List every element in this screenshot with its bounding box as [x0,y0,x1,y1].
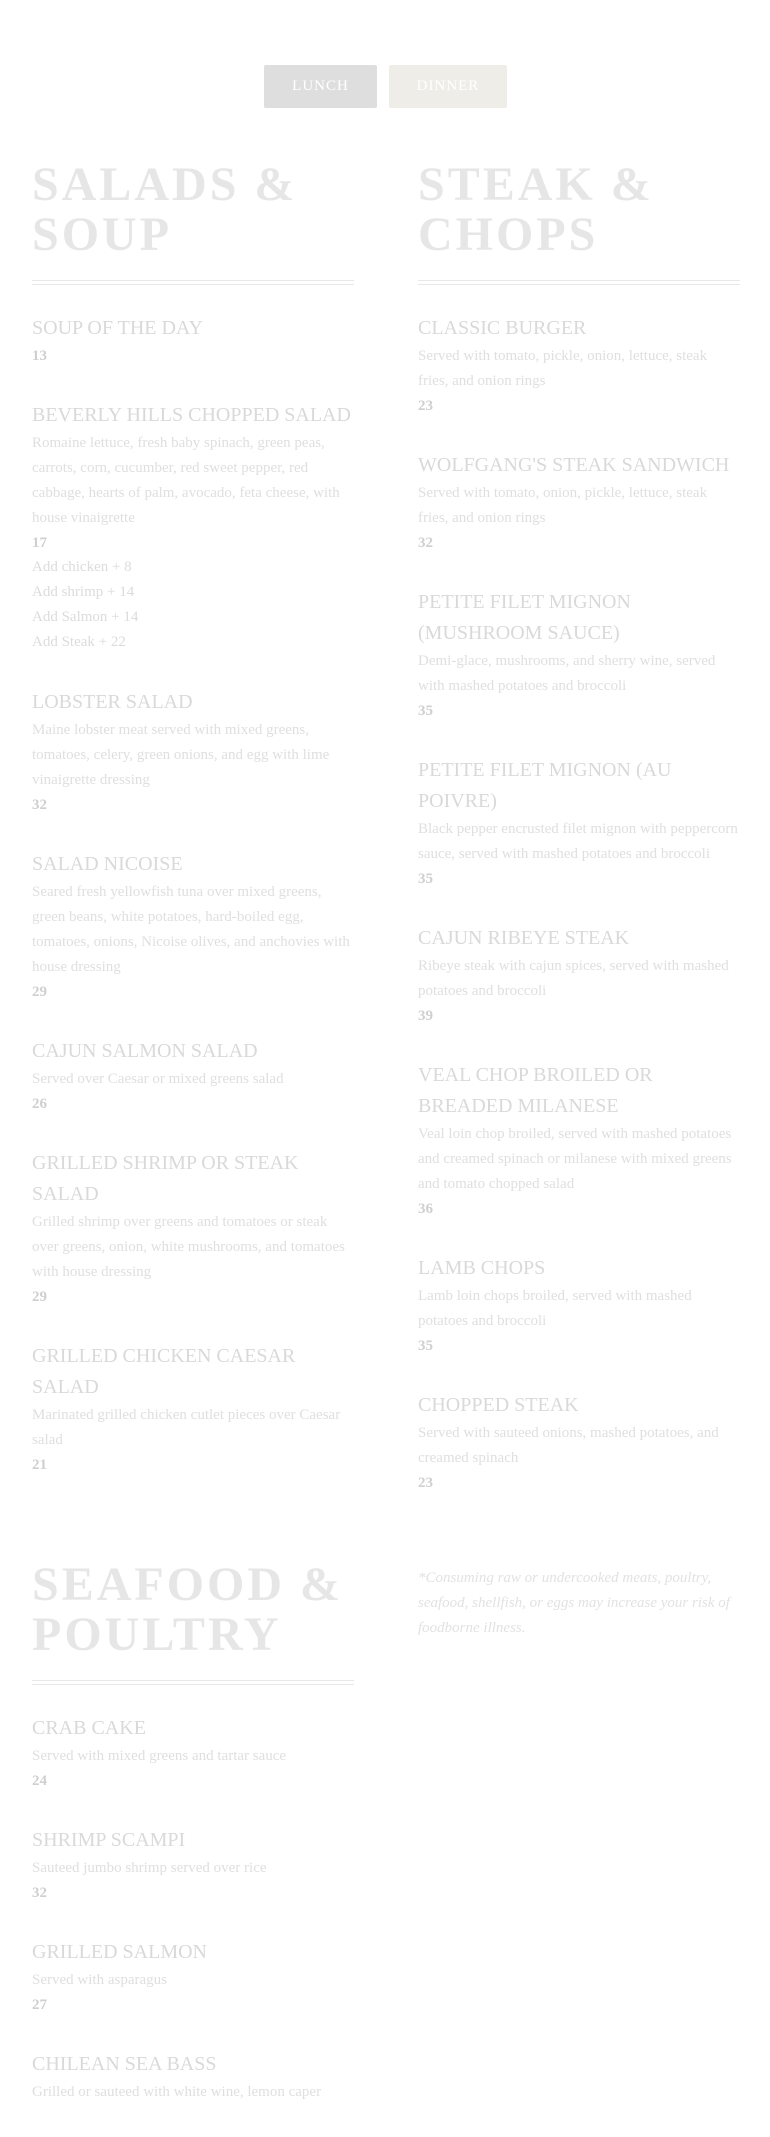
item-description: Sauteed jumbo shrimp served over rice [32,1860,267,1876]
menu-tabs [0,65,770,108]
menu-item [32,1148,354,1309]
menu-item [418,450,740,555]
title-line-2: POULTRY [32,1608,282,1661]
item-price: 32 [418,535,433,551]
item-price: 35 [418,1338,433,1354]
item-price: 24 [32,1773,47,1789]
menu-item [32,2049,354,2105]
item-price: 23 [418,1475,433,1491]
item-price: 29 [32,1289,47,1305]
section-seafood-poultry [32,1560,354,2137]
item-description: Seared fresh yellowfish tuna over mixed greens, green beans, white potatoes, hard-boiled egg, tomatoes, onions, Nicoise olives, and anchovies with house dressing [32,884,350,975]
item-description: Lamb loin chops broiled, served with mashed potatoes and broccoli [418,1288,692,1329]
section-salads-soup [32,160,354,1509]
item-description: Served with mixed greens and tartar sauce [32,1748,287,1764]
section-divider [32,280,354,285]
title-line-1: SALADS & [32,158,298,211]
title-line-2: CHOPS [418,208,599,261]
menu-item [32,1937,354,2017]
menu-item [32,1713,354,1793]
section-divider [32,1680,354,1685]
section-title [32,1560,354,1660]
item-price: 27 [32,1997,47,2013]
item-description: Black pepper encrusted filet mignon with peppercorn sauce, served with mashed potatoes and broccoli [418,821,738,862]
menu-item [418,755,740,891]
item-description: Served with tomato, pickle, onion, lettuce, steak fries, and onion rings [418,348,708,389]
item-description: Marinated grilled chicken cutlet pieces over Caesar salad [32,1407,341,1448]
item-description: Veal loin chop broiled, served with mashed potatoes and creamed spinach or milanese with mixed greens and tomato chopped salad [418,1126,732,1192]
menu-item [418,1390,740,1495]
menu-item [32,313,354,368]
item-description: Grilled or sauteed with white wine, lemon caper [32,2084,322,2100]
item-name: CAJUN RIBEYE STEAK [418,927,630,949]
section-title [32,160,354,260]
menu-item [418,923,740,1028]
menu-item [32,1341,354,1477]
item-price: 17 [32,535,47,551]
item-name: LAMB CHOPS [418,1257,546,1279]
item-name: CLASSIC BURGER [418,317,587,339]
item-name: SHRIMP SCAMPI [32,1829,186,1851]
item-name: CHOPPED STEAK [418,1394,579,1416]
item-name: GRILLED SHRIMP OR STEAK SALAD [32,1152,299,1205]
menu-item [32,400,354,655]
menu-item [418,1253,740,1358]
item-price: 32 [32,1885,47,1901]
item-price: 36 [418,1201,433,1217]
item-description: Ribeye steak with cajun spices, served with mashed potatoes and broccoli [418,958,729,999]
menu-item [32,1036,354,1116]
menu-item [32,849,354,1004]
item-name: SOUP OF THE DAY [32,317,203,339]
item-name: WOLFGANG'S STEAK SANDWICH [418,454,730,476]
item-description: Grilled shrimp over greens and tomatoes or steak over greens, onion, white mushrooms, and tomatoes with house dressing [32,1214,345,1280]
item-price: 35 [418,871,433,887]
item-name: BEVERLY HILLS CHOPPED SALAD [32,404,351,426]
item-price: 21 [32,1457,47,1473]
item-name: GRILLED SALMON [32,1941,207,1963]
addon-steak: Add Steak + 22 [32,634,126,650]
tab-lunch[interactable]: LUNCH [264,65,377,108]
menu-item [32,1825,354,1905]
item-name: CAJUN SALMON SALAD [32,1040,258,1062]
title-line-1: STEAK & [418,158,654,211]
title-line-2: SOUP [32,208,173,261]
item-description: Served over Caesar or mixed greens salad [32,1071,284,1087]
menu-item [32,687,354,817]
item-name: VEAL CHOP BROILED OR BREADED MILANESE [418,1064,653,1117]
item-price: 35 [418,703,433,719]
addon-salmon: Add Salmon + 14 [32,609,139,625]
tab-dinner[interactable]: DINNER [389,65,507,108]
item-price: 23 [418,398,433,414]
item-description: Demi-glace, mushrooms, and sherry wine, served with mashed potatoes and broccoli [418,653,716,694]
item-name: PETITE FILET MIGNON (AU POIVRE) [418,759,672,812]
item-price: 26 [32,1096,47,1112]
addon-chicken: Add chicken + 8 [32,559,132,575]
item-price: 13 [32,348,47,364]
item-price: 39 [418,1008,433,1024]
section-divider [418,280,740,285]
item-description: Served with tomato, onion, pickle, lettuce, steak fries, and onion rings [418,485,708,526]
item-price: 32 [32,797,47,813]
item-name: GRILLED CHICKEN CAESAR SALAD [32,1345,296,1398]
item-name: LOBSTER SALAD [32,691,193,713]
title-line-1: SEAFOOD & [32,1558,344,1611]
menu-item [418,1060,740,1221]
section-title [418,160,740,260]
food-safety-note: *Consuming raw or undercooked meats, poultry, seafood, shellfish, or eggs may increase your risk of foodborne illness. [418,1570,730,1636]
item-name: PETITE FILET MIGNON (MUSHROOM SAUCE) [418,591,631,644]
item-description: Served with asparagus [32,1972,167,1988]
section-steak-chops [418,160,740,1527]
item-name: SALAD NICOISE [32,853,183,875]
addon-shrimp: Add shrimp + 14 [32,584,135,600]
item-description: Maine lobster meat served with mixed greens, tomatoes, celery, green onions, and egg with lime vinaigrette dressing [32,722,330,788]
item-name: CHILEAN SEA BASS [32,2053,217,2075]
item-description: Romaine lettuce, fresh baby spinach, green peas, carrots, corn, cucumber, red sweet pepper, red cabbage, hearts of palm, avocado, feta cheese, with house vinaigrette [32,435,340,526]
item-price: 29 [32,984,47,1000]
item-description: Served with sauteed onions, mashed potatoes, and creamed spinach [418,1425,719,1466]
menu-item [418,313,740,418]
menu-item [418,587,740,723]
item-name: CRAB CAKE [32,1717,146,1739]
